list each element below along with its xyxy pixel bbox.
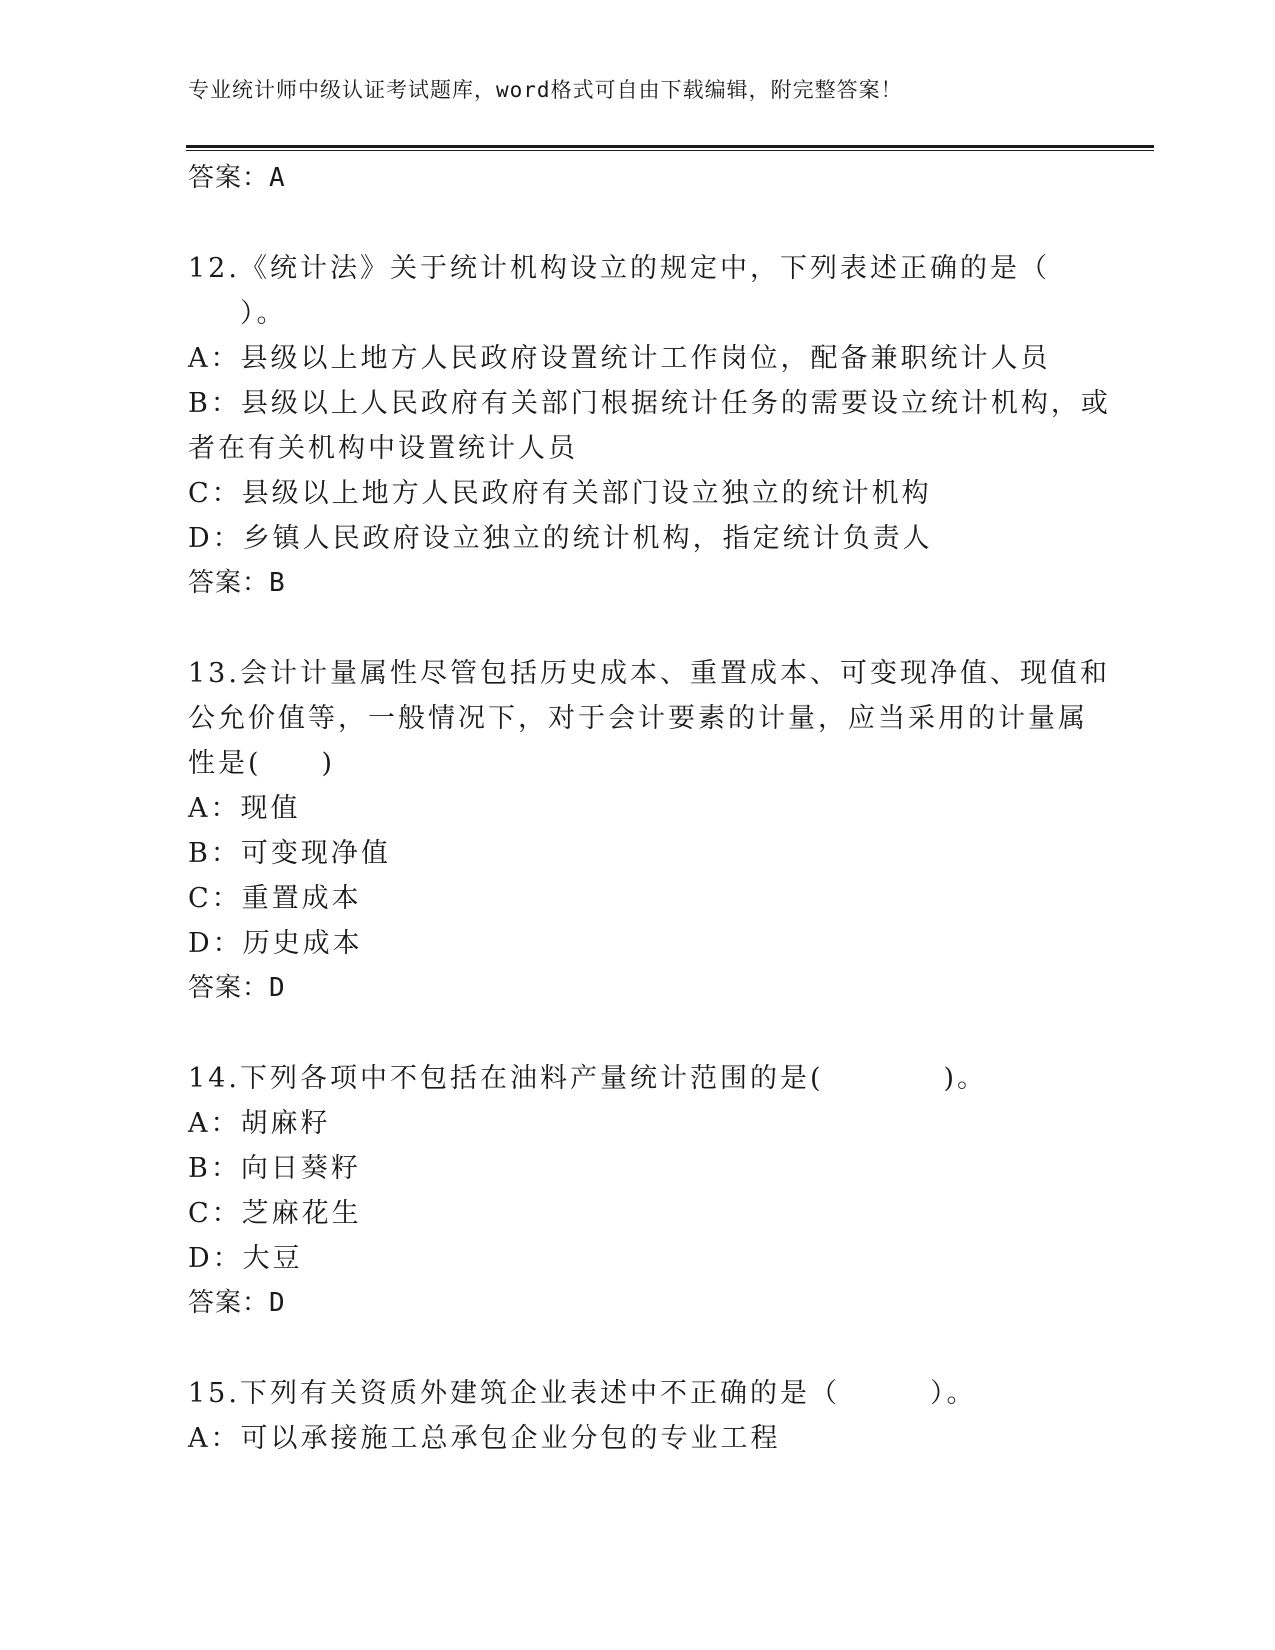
option-b-continued: 者在有关机构中设置统计人员 (188, 433, 578, 464)
answer-value: B (269, 568, 286, 598)
question-15 (188, 1371, 1088, 1461)
spacer (188, 1011, 1088, 1056)
option-c: C：县级以上地方人民政府有关部门设立独立的统计机构 (188, 478, 932, 509)
option-a: A：现值 (188, 793, 301, 824)
question-13 (188, 651, 1110, 1011)
option-c: C：芝麻花生 (188, 1198, 362, 1229)
answer-line (188, 561, 1088, 606)
answer-line (188, 156, 1088, 201)
spacer (188, 1326, 1088, 1371)
answer-line (188, 966, 1088, 1011)
question-text: 性是( ) (188, 748, 336, 779)
option-b: B：向日葵籽 (188, 1153, 361, 1184)
option-b: B：可变现净值 (188, 838, 391, 869)
option-d: D：大豆 (188, 1243, 303, 1274)
answer-value: D (269, 973, 286, 1003)
option-a: A：县级以上地方人民政府设置统计工作岗位，配备兼职统计人员 (188, 343, 1051, 374)
option-c: C：重置成本 (188, 883, 362, 914)
answer-label: 答案： (188, 163, 270, 193)
option-a: A：胡麻籽 (188, 1108, 331, 1139)
answer-line (188, 1281, 1088, 1326)
answer-value: D (269, 1288, 286, 1318)
option-d: D：历史成本 (188, 928, 363, 959)
option-b: B：县级以上人民政府有关部门根据统计任务的需要设立统计机构，或 (188, 388, 1111, 419)
header-rule-thin (186, 150, 1154, 151)
header-rule-thick (186, 145, 1154, 148)
document-body (188, 156, 1111, 1461)
question-12 (188, 246, 1111, 606)
question-text: 15.下列有关资质外建筑企业表述中不正确的是（ ）。 (188, 1378, 977, 1409)
question-text: 14.下列各项中不包括在油料产量统计范围的是( )。 (188, 1063, 988, 1094)
spacer (188, 606, 1088, 651)
answer-label: 答案： (188, 568, 270, 598)
option-d: D：乡镇人民政府设立独立的统计机构，指定统计负责人 (188, 523, 933, 554)
question-text: 13.会计计量属性尽管包括历史成本、重置成本、可变现净值、现值和 (188, 658, 1110, 689)
question-text: ）。 (240, 298, 287, 329)
answer-label: 答案： (188, 973, 270, 1003)
option-a: A：可以承接施工总承包企业分包的专业工程 (188, 1423, 781, 1454)
question-14 (188, 1056, 1088, 1326)
answer-value: A (269, 163, 286, 193)
question-text: 公允价值等，一般情况下，对于会计要素的计量，应当采用的计量属 (188, 703, 1088, 734)
page-header: 专业统计师中级认证考试题库，word格式可自由下载编辑，附完整答案！ (188, 78, 903, 102)
spacer (188, 201, 1088, 246)
answer-label: 答案： (188, 1288, 270, 1318)
question-text: 12.《统计法》关于统计机构设立的规定中，下列表述正确的是（ (188, 253, 1050, 284)
